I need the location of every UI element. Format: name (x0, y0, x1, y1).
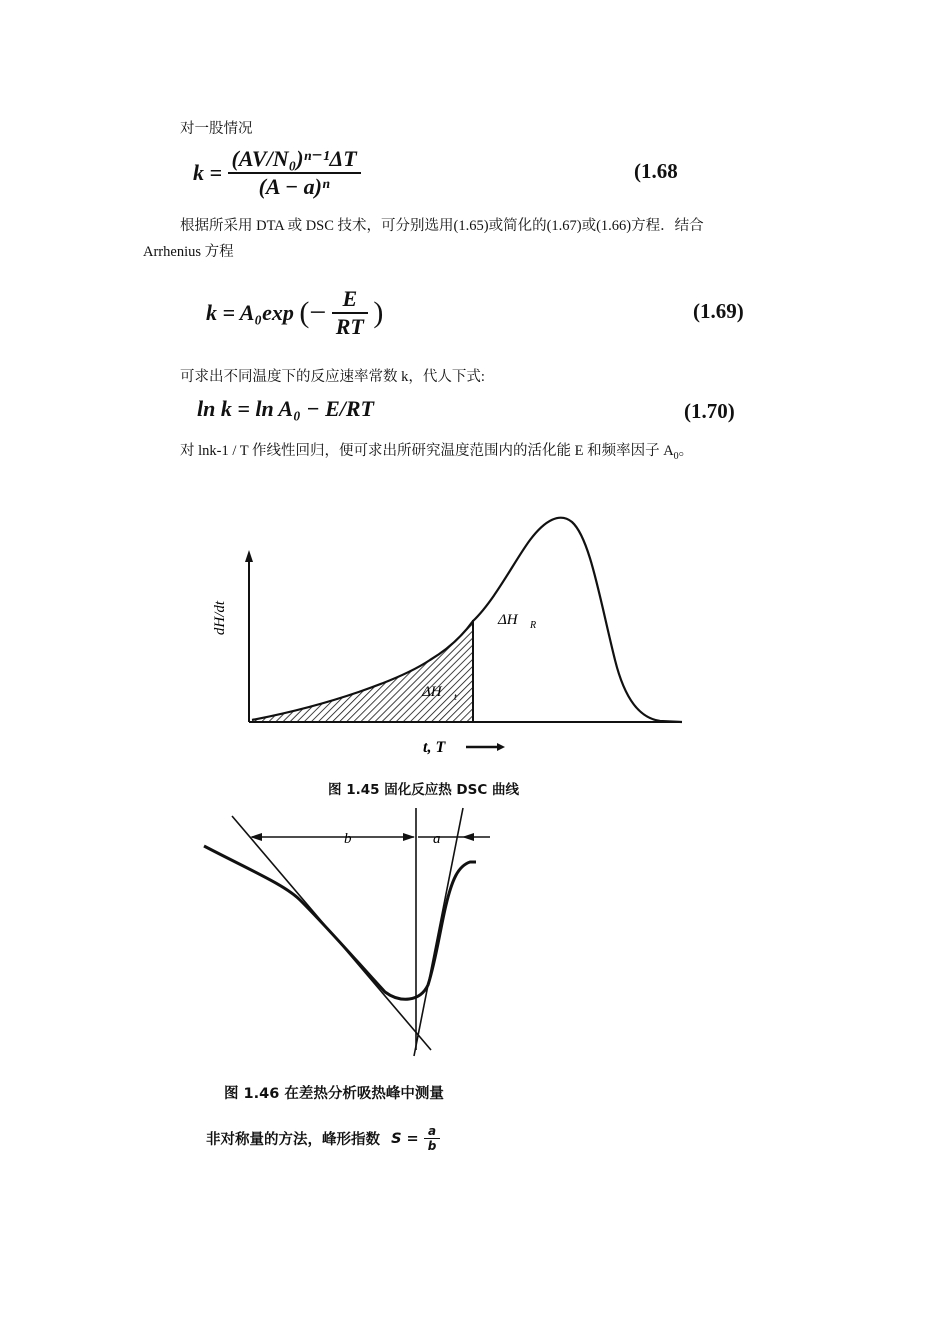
equation-1-70: ln k = ln A₀ − E/RT (197, 396, 374, 421)
fig145-xlabel: t, T (423, 739, 446, 756)
paragraph-3-end: 。 (678, 443, 694, 459)
eq168-lhs: k = (193, 160, 223, 185)
paragraph-3-text: 对 lnk-1 / T 作线性回归，便可求出所研究温度范围内的活化能 E 和频率因子 A (180, 443, 674, 459)
fig146-caption-numerator: a (424, 1124, 441, 1139)
paragraph-2: 可求出不同温度下的反应速率常数 k，代人下式: (180, 369, 485, 385)
intro-line: 对一股情况 (180, 121, 253, 137)
fig146-label-b: b (344, 831, 352, 847)
paragraph-1-line-1: 根据所采用 DTA 或 DSC 技术，可分别选用(1.65)或简化的(1.67)或(1.66)方程．结合 (180, 218, 704, 234)
eq169-numerator: E (332, 286, 368, 314)
figure-1-46-caption-line-1: 图 1.46 在差热分析吸热峰中测量 (224, 1086, 444, 1102)
eq168-denominator: (A − a)ⁿ (258, 174, 330, 199)
eq169-denominator: RT (335, 314, 364, 339)
paragraph-3-subscript: 0 (673, 450, 679, 462)
fig146-a-arrow-icon (462, 833, 474, 841)
fig145-label-ht-sub: t (454, 692, 457, 703)
eq169-lhs: k = A₀exp (206, 300, 294, 325)
equation-number-1-68: (1.68 (634, 159, 678, 183)
figure-1-45-caption: 图 1.45 固化反应热 DSC 曲线 (328, 782, 519, 798)
fig146-caption-text: 非对称量的方法，峰形指数 (206, 1132, 380, 1148)
fig146-curve (204, 846, 476, 999)
paragraph-1-line-2: Arrhenius 方程 (143, 244, 234, 260)
eq169-open-paren: (− (299, 296, 327, 329)
fig146-caption-fraction (424, 1124, 441, 1153)
fig145-ylabel: dH/dt (212, 600, 228, 636)
fig146-label-a: a (433, 831, 441, 847)
fig146-b-arrow-right-icon (403, 833, 415, 841)
fig145-label-hr-sub: R (530, 620, 537, 631)
fig146-caption-denominator: b (427, 1139, 437, 1153)
eq169-close-paren: ) (373, 296, 384, 329)
equation-number-1-70: (1.70) (684, 399, 735, 423)
fig146-caption-s: S = (391, 1130, 419, 1147)
figure-1-46-caption-line-2 (206, 1124, 440, 1153)
fig145-label-hr: ΔH (498, 612, 518, 628)
fig145-label-ht: ΔH (422, 684, 442, 700)
equation-number-1-69: (1.69) (693, 299, 744, 323)
eq168-numerator: (AV/N₀)ⁿ⁻¹ΔT (228, 146, 361, 174)
